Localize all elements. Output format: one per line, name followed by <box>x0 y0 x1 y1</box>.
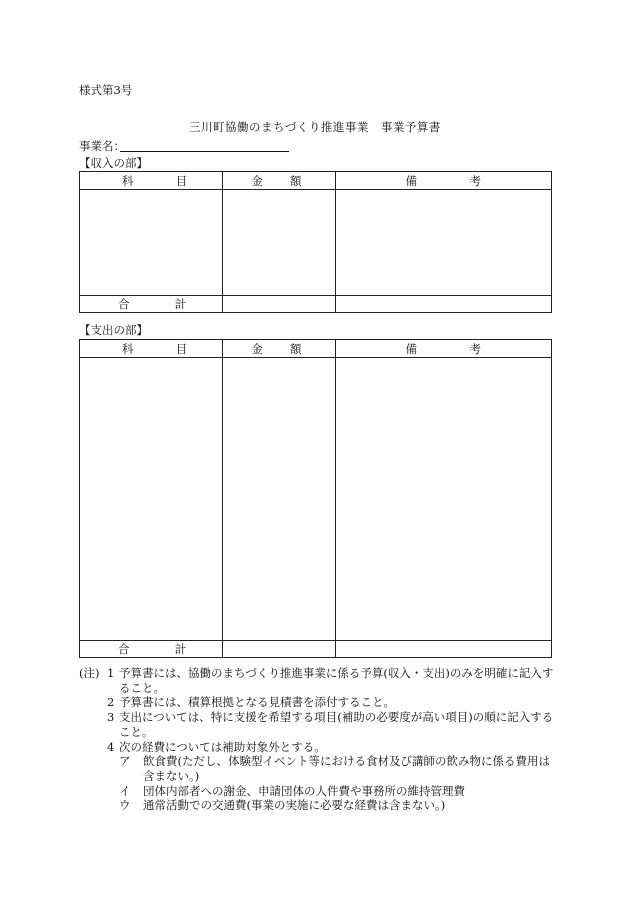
expense-total-amount[interactable] <box>223 641 335 658</box>
expense-header-subject: 科 目 <box>80 340 223 358</box>
expense-amount-cell[interactable] <box>223 358 335 641</box>
expense-subject-cell[interactable] <box>80 358 223 641</box>
document-title: 三川町協働のまちづくり推進事業 事業予算書 <box>189 120 441 134</box>
expense-remarks-cell[interactable] <box>335 358 551 641</box>
project-name-field[interactable] <box>120 151 289 152</box>
income-header-amount: 金 額 <box>223 172 335 190</box>
note-text: 予算書には、協働のまちづくり推進事業に係る予算(収入・支出)のみを明確に記入すること。 <box>119 666 554 695</box>
income-total-row <box>80 296 552 313</box>
note-item: 4 次の経費については補助対象外とする。 <box>79 740 559 755</box>
expense-section-label: 【支出の部】 <box>79 323 148 337</box>
note-item: 3 支出については、特に支援を希望する項目(補助の必要度が高い項目)の順に記入すること。 <box>79 710 559 739</box>
note-text: 次の経費については補助対象外とする。 <box>119 739 326 754</box>
note-item: (注) 1 予算書には、協働のまちづくり推進事業に係る予算(収入・支出)のみを明確に記入すること。 <box>79 666 559 695</box>
income-remarks-cell[interactable] <box>335 190 551 296</box>
expense-header-amount: 金 額 <box>223 340 335 358</box>
expense-table <box>79 339 552 658</box>
income-header-remarks: 備 考 <box>335 172 551 190</box>
expense-header-remarks: 備 考 <box>335 340 551 358</box>
income-amount-cell[interactable] <box>223 190 335 296</box>
form-number: 様式第3号 <box>79 83 133 97</box>
project-name-label: 事業名： <box>79 139 125 153</box>
expense-body-row <box>80 358 552 641</box>
note-sub-item: イ 団体内部者への謝金、申請団体の人件費や事務所の維持管理費 <box>79 784 559 799</box>
income-header-row <box>80 172 552 190</box>
note-sub-item: ウ 通常活動での交通費(事業の実施に必要な経費は含まない。) <box>79 798 559 813</box>
notes <box>79 666 559 813</box>
notes-label: (注) <box>79 666 100 680</box>
note-item: 2 予算書には、積算根拠となる見積書を添付すること。 <box>79 695 559 710</box>
expense-header-row <box>80 340 552 358</box>
note-sub-text: 団体内部者への謝金、申請団体の人件費や事務所の維持管理費 <box>143 783 465 798</box>
note-sub-text: 飲食費(ただし、体験型イベント等における食材及び講師の飲み物に係る費用は含まない。) <box>143 754 550 783</box>
expense-total-label: 合 計 <box>80 641 223 658</box>
note-sub-item: ア 飲食費(ただし、体験型イベント等における食材及び講師の飲み物に係る費用は含まない。) <box>79 754 559 783</box>
income-total-remarks[interactable] <box>335 296 551 313</box>
income-table <box>79 171 552 313</box>
note-text: 予算書には、積算根拠となる見積書を添付すること。 <box>119 695 395 710</box>
income-subject-cell[interactable] <box>80 190 223 296</box>
income-section-label: 【収入の部】 <box>79 156 148 170</box>
income-body-row <box>80 190 552 296</box>
income-total-amount[interactable] <box>223 296 335 313</box>
expense-total-row <box>80 641 552 658</box>
income-total-label: 合 計 <box>80 296 223 313</box>
expense-total-remarks[interactable] <box>335 641 551 658</box>
income-header-subject: 科 目 <box>80 172 223 190</box>
note-sub-text: 通常活動での交通費(事業の実施に必要な経費は含まない。) <box>143 798 446 813</box>
note-text: 支出については、特に支援を希望する項目(補助の必要度が高い項目)の順に記入すること。 <box>119 710 554 739</box>
